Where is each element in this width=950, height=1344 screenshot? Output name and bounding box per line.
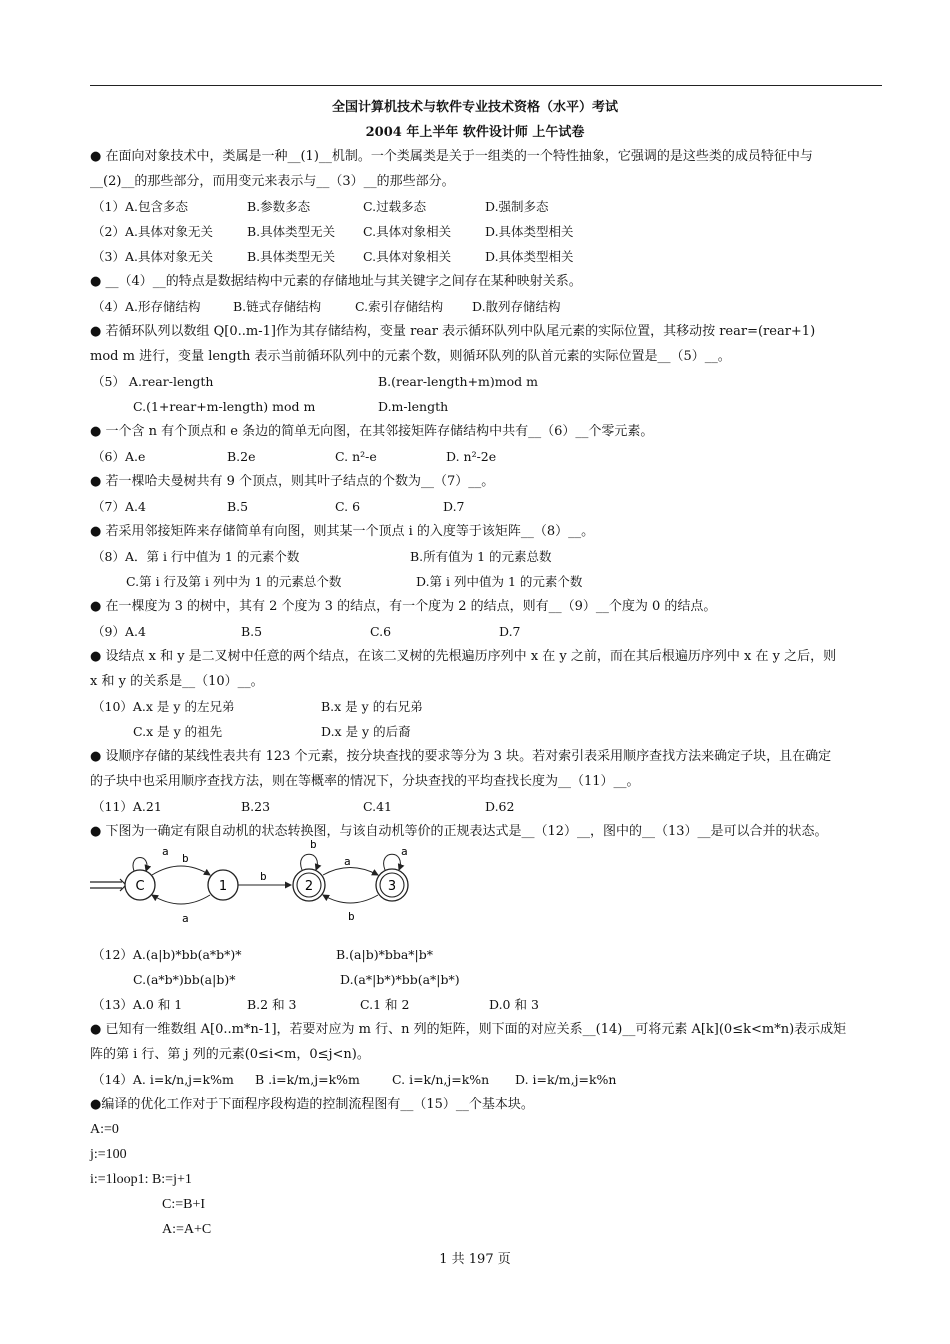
code-line: A:=0 bbox=[90, 1122, 119, 1137]
option: （5） A.rear-length bbox=[92, 374, 214, 389]
top-rule bbox=[90, 85, 882, 86]
option: B.2 和 3 bbox=[247, 997, 297, 1012]
option: D. n²-2e bbox=[446, 449, 497, 464]
dfa-diagram bbox=[88, 835, 418, 925]
question-8: ● 若采用邻接矩阵来存储简单有向图，则其某一个顶点 i 的入度等于该矩阵__（8）__。 bbox=[90, 524, 595, 539]
question-14-line-1: ● 已知有一维数组 A[0..m*n-1]，若要对应为 m 行、n 列的矩阵，则下面的对应关系__(14)__可将元素 A[k](0≤k<m*n)表示成矩 bbox=[90, 1022, 847, 1037]
option: D.m-length bbox=[378, 399, 449, 414]
question-11-line-2: 的子块中也采用顺序查找方法，则在等概率的情况下，分块查找的平均查找长度为__（11）__。 bbox=[90, 774, 640, 789]
option: （4）A.形存储结构 bbox=[92, 299, 201, 314]
question-5-line-2: mod m 进行，变量 length 表示当前循环队列中的元素个数，则循环队列的队首元素的实际位置是__（5）__。 bbox=[90, 349, 731, 364]
option: B.5 bbox=[227, 499, 249, 514]
option: C.x 是 y 的祖先 bbox=[133, 724, 223, 739]
question-11-line-1: ● 设顺序存储的某线性表共有 123 个元素，按分块查找的要求等分为 3 块。若对索引表采用顺序查找方法来确定子块，且在确定 bbox=[90, 749, 832, 764]
option: B.参数多态 bbox=[247, 199, 311, 214]
state-label: 3 bbox=[387, 879, 397, 894]
code-line: j:=100 bbox=[90, 1147, 127, 1162]
option: D.(a*|b*)*bb(a*|b*) bbox=[340, 972, 460, 987]
option: C. n²-e bbox=[335, 449, 377, 464]
question-6: ● 一个含 n 有个顶点和 e 条边的简单无向图，在其邻接矩阵存储结构中共有__（6）__个零元素。 bbox=[90, 424, 654, 439]
option: C.41 bbox=[363, 799, 392, 814]
edge-2-3 bbox=[323, 868, 378, 876]
option: C.6 bbox=[370, 624, 392, 639]
edge-3-2 bbox=[323, 895, 378, 903]
question-1-line-2: __(2)__的那些部分，而用变元来表示与__（3）__的那些部分。 bbox=[90, 174, 455, 189]
edge-label: b bbox=[310, 838, 317, 851]
state-label: C bbox=[135, 879, 145, 894]
option: C.索引存储结构 bbox=[355, 299, 444, 314]
option: B.具体类型无关 bbox=[247, 249, 336, 264]
state-label: 2 bbox=[304, 879, 314, 894]
option: （2）A.具体对象无关 bbox=[92, 224, 213, 239]
page-number: 1 共 197 页 bbox=[439, 1252, 511, 1267]
option: D.具体类型相关 bbox=[485, 224, 574, 239]
option: C. i=k/n,j=k%n bbox=[392, 1072, 490, 1087]
option: B.2e bbox=[227, 449, 256, 464]
edge-3-3 bbox=[384, 854, 401, 870]
edge-1-0 bbox=[152, 895, 210, 904]
option: B.所有值为 1 的元素总数 bbox=[410, 549, 552, 564]
question-9: ● 在一棵度为 3 的树中，其有 2 个度为 3 的结点，有一个度为 2 的结点，则有__（9）__个度为 0 的结点。 bbox=[90, 599, 717, 614]
question-4: ● __（4）__的特点是数据结构中元素的存储地址与其关键字之间存在某种映射关系。 bbox=[90, 274, 582, 289]
exam-subtitle: 2004 年上半年 软件设计师 上午试卷 bbox=[365, 125, 585, 140]
option: D. i=k/m,j=k%n bbox=[515, 1072, 617, 1087]
option: B.x 是 y 的右兄弟 bbox=[321, 699, 423, 714]
question-5-line-1: ● 若循环队列以数组 Q[0..m-1]作为其存储结构，变量 rear 表示循环队列中队尾元素的实际位置，其移动按 rear=(rear+1) bbox=[90, 324, 816, 339]
question-14-line-2: 阵的第 i 行、第 j 列的元素(0≤i<m，0≤j<n)。 bbox=[90, 1047, 370, 1062]
code-line: A:=A+C bbox=[162, 1222, 212, 1237]
option: B.5 bbox=[241, 624, 263, 639]
option: C.(1+rear+m-length) mod m bbox=[133, 399, 316, 414]
option: C.(a*b*)bb(a|b)* bbox=[133, 972, 236, 987]
option: （8）A．第 i 行中值为 1 的元素个数 bbox=[92, 549, 300, 564]
option: D.62 bbox=[485, 799, 515, 814]
edge-label: a bbox=[162, 845, 169, 858]
option: （10）A.x 是 y 的左兄弟 bbox=[92, 699, 235, 714]
question-7: ● 若一棵哈夫曼树共有 9 个顶点，则其叶子结点的个数为__（7）__。 bbox=[90, 474, 495, 489]
option: D.x 是 y 的后裔 bbox=[321, 724, 411, 739]
question-10-line-1: ● 设结点 x 和 y 是二叉树中任意的两个结点，在该二叉树的先根遍历序列中 x 在 y 之前，而在其后根遍历序列中 x 在 y 之后，则 bbox=[90, 649, 837, 664]
option: C.第 i 行及第 i 列中为 1 的元素总个数 bbox=[126, 574, 342, 589]
option: （9）A.4 bbox=[92, 624, 146, 639]
edge-label: b bbox=[348, 910, 355, 923]
code-line: C:=B+I bbox=[162, 1197, 206, 1212]
edge-label: a bbox=[401, 845, 408, 858]
state-label: 1 bbox=[218, 879, 228, 894]
edge-label: b bbox=[182, 852, 189, 865]
option: （11）A.21 bbox=[92, 799, 162, 814]
option: （13）A.0 和 1 bbox=[92, 997, 183, 1012]
option: C. 6 bbox=[335, 499, 361, 514]
option: D.具体类型相关 bbox=[485, 249, 574, 264]
option: B.(a|b)*bba*|b* bbox=[336, 947, 433, 962]
question-10-line-2: x 和 y 的关系是__（10）__。 bbox=[90, 674, 264, 689]
option: （14）A. i=k/n,j=k%m bbox=[92, 1072, 234, 1087]
option: B .i=k/m,j=k%m bbox=[255, 1072, 360, 1087]
option: D.7 bbox=[443, 499, 465, 514]
option: B.23 bbox=[241, 799, 271, 814]
question-12: ● 下图为一确定有限自动机的状态转换图，与该自动机等价的正规表达式是__（12）__，图中的__（13）__是可以合并的状态。 bbox=[90, 824, 828, 839]
option: B.具体类型无关 bbox=[247, 224, 336, 239]
option: D.7 bbox=[499, 624, 521, 639]
option: B.链式存储结构 bbox=[233, 299, 322, 314]
edge-label: b bbox=[260, 870, 267, 883]
option: C.1 和 2 bbox=[360, 997, 410, 1012]
option: （1）A.包含多态 bbox=[92, 199, 188, 214]
option: B.(rear-length+m)mod m bbox=[378, 374, 538, 389]
edge-0-0 bbox=[133, 858, 147, 872]
option: D.强制多态 bbox=[485, 199, 549, 214]
option: （3）A.具体对象无关 bbox=[92, 249, 213, 264]
option: C.具体对象相关 bbox=[363, 224, 452, 239]
option: D.0 和 3 bbox=[489, 997, 539, 1012]
exam-title: 全国计算机技术与软件专业技术资格（水平）考试 bbox=[331, 100, 618, 115]
option: （6）A.e bbox=[92, 449, 146, 464]
edge-2-2 bbox=[301, 854, 318, 870]
question-15: ●编译的优化工作对于下面程序段构造的控制流程图有__（15）__个基本块。 bbox=[90, 1097, 534, 1112]
code-line: i:=1loop1: B:=j+1 bbox=[90, 1172, 192, 1187]
question-1-line-1: ● 在面向对象技术中，类属是一种__(1)__机制。一个类属类是关于一组类的一个特性抽象，它强调的是这些类的成员特征中与 bbox=[90, 149, 813, 164]
option: D.散列存储结构 bbox=[472, 299, 561, 314]
option: C.具体对象相关 bbox=[363, 249, 452, 264]
edge-label: a bbox=[182, 912, 189, 925]
option: C.过载多态 bbox=[363, 199, 427, 214]
edge-0-1 bbox=[152, 866, 210, 875]
option: （12）A.(a|b)*bb(a*b*)* bbox=[92, 947, 242, 962]
option: （7）A.4 bbox=[92, 499, 146, 514]
edge-label: a bbox=[344, 855, 351, 868]
option: D.第 i 列中值为 1 的元素个数 bbox=[416, 574, 583, 589]
